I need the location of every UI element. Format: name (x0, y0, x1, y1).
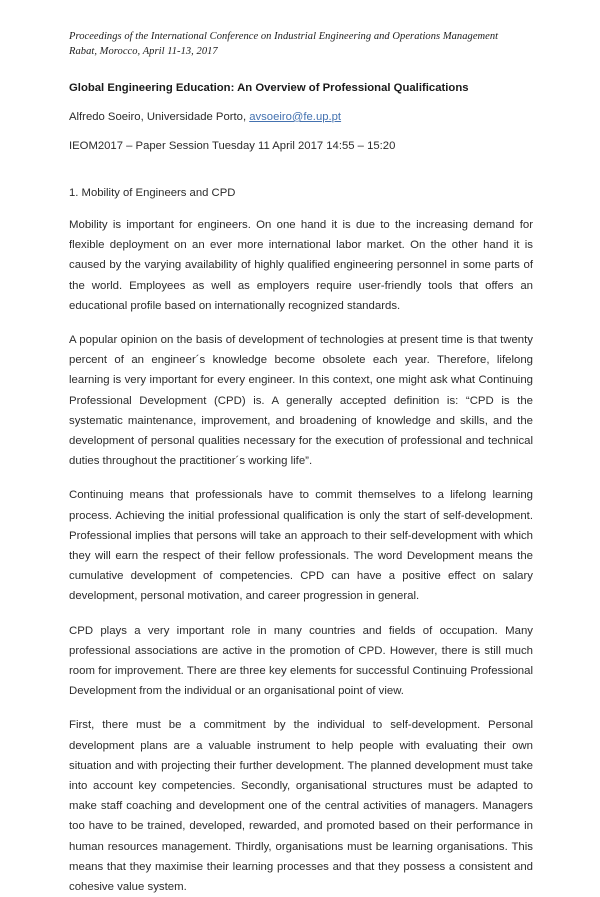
body-paragraph: Mobility is important for engineers. On one hand it is due to the increasing demand for flexible deployment on an ever more international labor market. On the other hand it is caused by the varying availability of highly qualified engineering personnel in some parts of the world. Employees as well as employers require user-friendly tools that offers an educational profile based on internationally recognized standards. (69, 219, 533, 312)
body-paragraph: A popular opinion on the basis of development of technologies at present time is that twenty percent of an engineer´s knowledge become obsolete each year. Therefore, lifelong learning is very important for every engineer. In this context, one might ask what Continuing Professional Development (CPD) is. A generally accepted definition is: “CPD is the systematic maintenance, improvement, and broadening of knowledge and skills, and the development of personal qualities necessary for the execution of professional and technical duties throughout the practitioner´s working life”. (69, 334, 533, 468)
conference-header-line1: Proceedings of the International Conference on Industrial Engineering and Operations Management (69, 31, 499, 42)
body-paragraph: First, there must be a commitment by the individual to self-development. Personal development plans are a valuable instrument to help people with evaluating their own situation and with projecting their further development. The planned development must take into account key competencies. Secondly, organisational structures must be adapted to make staff coaching and development one of the central activities of managers. Managers too have to be trained, developed, rewarded, and promoted based on their performance in human resources management. Thirdly, organisations must be learning organisations. This means that they maximise their learning processes and that they possess a consistent and cohesive value system. (69, 719, 533, 894)
page-title: Global Engineering Education: An Overview of Professional Qualifications (69, 82, 469, 94)
session-line: IEOM2017 – Paper Session Tuesday 11 April 2017 14:55 – 15:20 (69, 140, 396, 152)
body-paragraph: Continuing means that professionals have to commit themselves to a lifelong learning process. Achieving the initial professional qualification is only the start of self-development. Professional implies that persons will take an approach to their self-development with which they will earn the respect of their fellow professionals. The word Development means the cumulative development of competencies. CPD can have a positive effect on salary development, personal motivation, and career progression in general. (69, 489, 533, 603)
body-paragraph: CPD plays a very important role in many countries and fields of occupation. Many professional associations are active in the promotion of CPD. However, there is still much room for improvement. There are three key elements for successful Continuing Professional Development from the individual or an organisational point of view. (69, 624, 533, 698)
conference-header (69, 30, 533, 59)
author-affiliation: Alfredo Soeiro, Universidade Porto, (69, 111, 250, 123)
conference-header-line2: Rabat, Morocco, April 11-13, 2017 (69, 45, 218, 57)
author-email-link[interactable]: avsoeiro@fe.up.pt (249, 111, 342, 123)
section-heading-1: 1. Mobility of Engineers and CPD (69, 187, 236, 199)
author-line (69, 109, 533, 125)
